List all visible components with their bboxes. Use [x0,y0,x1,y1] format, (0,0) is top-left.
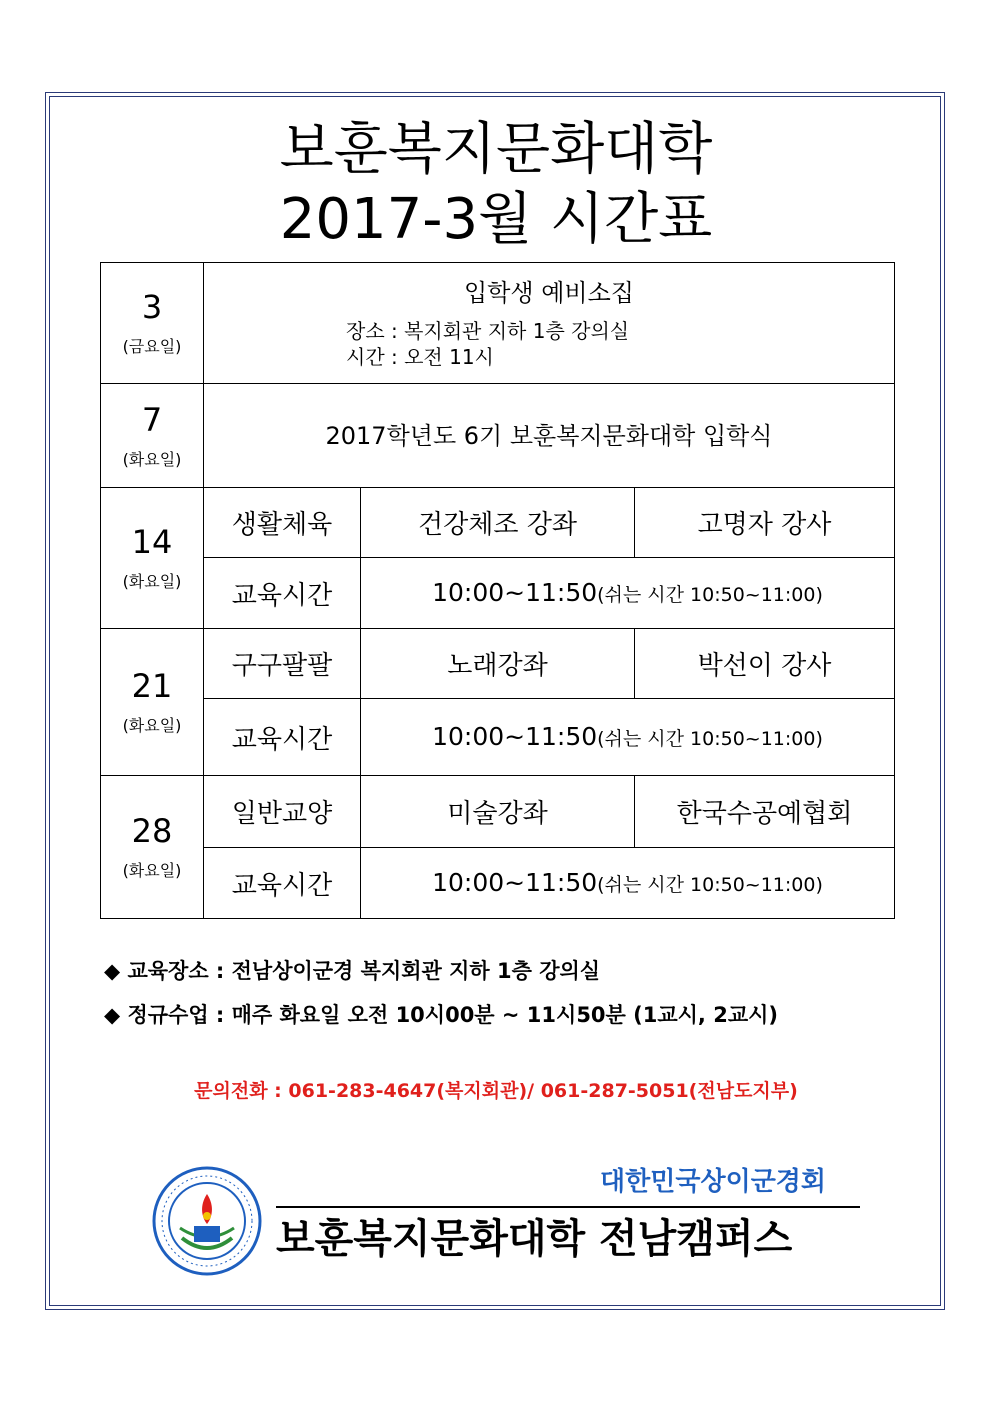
page-title: 보훈복지문화대학 [279,117,713,182]
date-cell [101,776,204,919]
course-cell: 건강체조 강좌 [361,488,635,558]
event-title: 2017학년도 6기 보훈복지문화대학 입학식 [325,421,773,450]
note-place-text: 교육장소 : 전남상이군경 복지회관 지하 1층 강의실 [127,959,601,983]
time-break: (쉬는 시간 10:50~11:00) [597,728,823,750]
note-regular-text: 정규수업 : 매주 화요일 오전 10시00분 ~ 11시50분 (1교시, 2교시) [127,1003,778,1027]
time-break: (쉬는 시간 10:50~11:00) [597,874,823,896]
time-cell [361,848,895,919]
instructor-cell: 한국수공예협회 [635,776,895,848]
event-title: 입학생 예비소집 [464,279,634,307]
day-of-week: (화요일) [122,716,182,735]
day-of-week: (화요일) [122,449,182,469]
date-cell [101,384,204,488]
day-number: 14 [131,523,173,561]
time-label-cell: 교육시간 [204,699,361,776]
contact-info: 문의전화 : 061-283-4647(복지회관)/ 061-287-5051(전남도지부) [194,1080,798,1102]
category-cell: 일반교양 [204,776,361,848]
date-cell [101,263,204,384]
event-cell [204,263,895,384]
time-break: (쉬는 시간 10:50~11:00) [597,584,823,606]
event-time: 시간 : 오전 11시 [346,345,494,369]
note-regular [104,1000,778,1030]
table-row [101,488,895,558]
page-subtitle: 2017-3월 시간표 [279,187,713,252]
day-of-week: (화요일) [122,572,182,591]
table-row [101,848,895,919]
association-emblem-icon [152,1166,262,1276]
day-number: 3 [141,288,163,326]
diamond-bullet-icon: ◆ [104,959,121,983]
campus-name: 보훈복지문화대학 전남캠퍼스 [276,1216,793,1262]
instructor-cell: 박선이 강사 [635,629,895,699]
time-label-cell: 교육시간 [204,848,361,919]
event-place: 장소 : 복지회관 지하 1층 강의실 [346,319,630,343]
day-number: 21 [131,667,173,705]
instructor-cell: 고명자 강사 [635,488,895,558]
time-cell [361,558,895,629]
divider [276,1206,860,1208]
table-row [101,263,895,384]
table-row [101,384,895,488]
day-number: 7 [141,400,163,439]
category-cell: 생활체육 [204,488,361,558]
time-label-cell: 교육시간 [204,558,361,629]
day-of-week: (금요일) [122,337,182,356]
schedule-table [100,262,895,919]
time-main: 10:00~11:50 [432,868,598,897]
table-row [101,629,895,699]
time-cell [361,699,895,776]
day-number: 28 [131,812,173,850]
diamond-bullet-icon: ◆ [104,1003,121,1027]
date-cell [101,629,204,776]
table-row [101,776,895,848]
table-row [101,699,895,776]
course-cell: 미술강좌 [361,776,635,848]
category-cell: 구구팔팔 [204,629,361,699]
organization-name: 대한민국상이군경회 [600,1167,827,1197]
date-cell [101,488,204,629]
table-row [101,558,895,629]
time-main: 10:00~11:50 [432,722,598,751]
event-cell [204,384,895,488]
day-of-week: (화요일) [122,861,182,880]
course-cell: 노래강좌 [361,629,635,699]
note-place [104,956,600,986]
time-main: 10:00~11:50 [432,578,598,607]
